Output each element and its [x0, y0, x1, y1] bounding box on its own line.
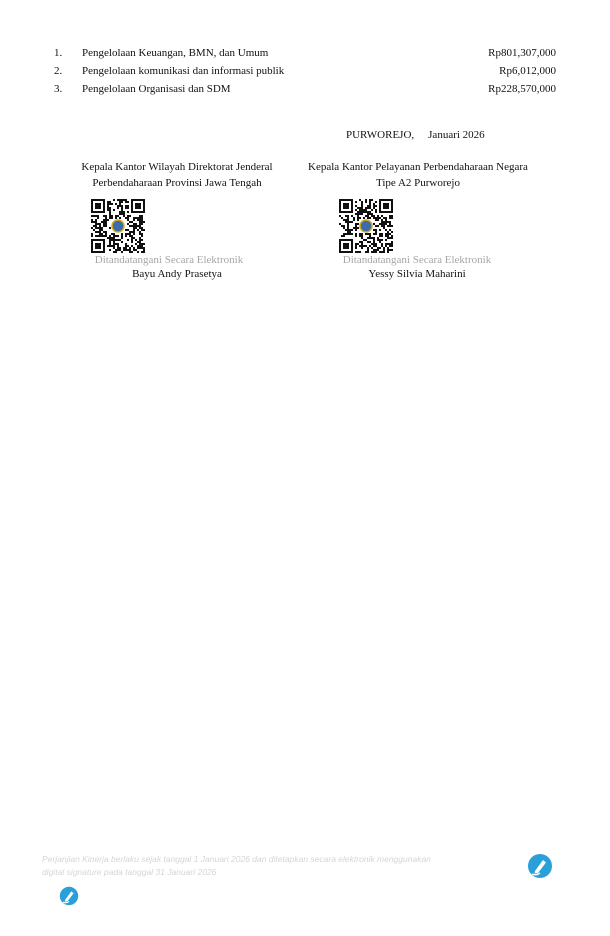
signatory-left-title-line1: Kepala Kantor Wilayah Direktorat Jenderal	[81, 161, 273, 173]
qr-code-icon	[91, 199, 145, 253]
signatory-right-title	[298, 159, 538, 191]
budget-row-label: Pengelolaan Organisasi dan SDM	[82, 83, 231, 95]
footer-line2: digital signature pada tanggal 31 Januari 2026	[42, 867, 217, 877]
budget-list	[54, 44, 556, 98]
budget-row-label: Pengelolaan Keuangan, BMN, dan Umum	[82, 47, 269, 59]
signatory-left-title-line2: Perbendaharaan Provinsi Jawa Tengah	[92, 177, 262, 189]
signatory-left-title	[57, 159, 297, 191]
budget-row-label: Pengelolaan komunikasi dan informasi publik	[82, 65, 285, 77]
signatory-right-title-line2: Tipe A2 Purworejo	[376, 177, 460, 189]
signatory-left-name: Bayu Andy Prasetya	[132, 268, 222, 280]
date: Januari 2026	[428, 129, 485, 141]
signatory-right-title-line1: Kepala Kantor Pelayanan Perbendaharaan Negara	[308, 161, 528, 173]
footer-disclaimer	[42, 853, 522, 879]
signed-electronically-note: Ditandatangani Secara Elektronik	[342, 254, 492, 266]
budget-row-amount: Rp6,012,000	[499, 65, 556, 77]
budget-row	[54, 62, 556, 80]
footer-line1: Perjanjian Kinerja berlaku sejak tanggal 1 Januari 2026 dan ditetapkan secara elektronik menggunakan	[42, 854, 431, 864]
budget-row-number: 1.	[54, 47, 63, 59]
qr-code-icon	[339, 199, 393, 253]
signature-pen-icon	[59, 886, 79, 906]
signature-pen-icon	[527, 853, 553, 879]
place-date	[346, 129, 485, 141]
signatory-right-name: Yessy Silvia Maharini	[368, 268, 466, 280]
budget-row-number: 2.	[54, 65, 63, 77]
budget-row-number: 3.	[54, 83, 63, 95]
budget-row-amount: Rp228,570,000	[488, 83, 556, 95]
budget-row-amount: Rp801,307,000	[488, 47, 556, 59]
budget-row	[54, 80, 556, 98]
signed-electronically-note: Ditandatangani Secara Elektronik	[94, 254, 244, 266]
budget-row	[54, 44, 556, 62]
place: PURWOREJO,	[346, 129, 415, 141]
